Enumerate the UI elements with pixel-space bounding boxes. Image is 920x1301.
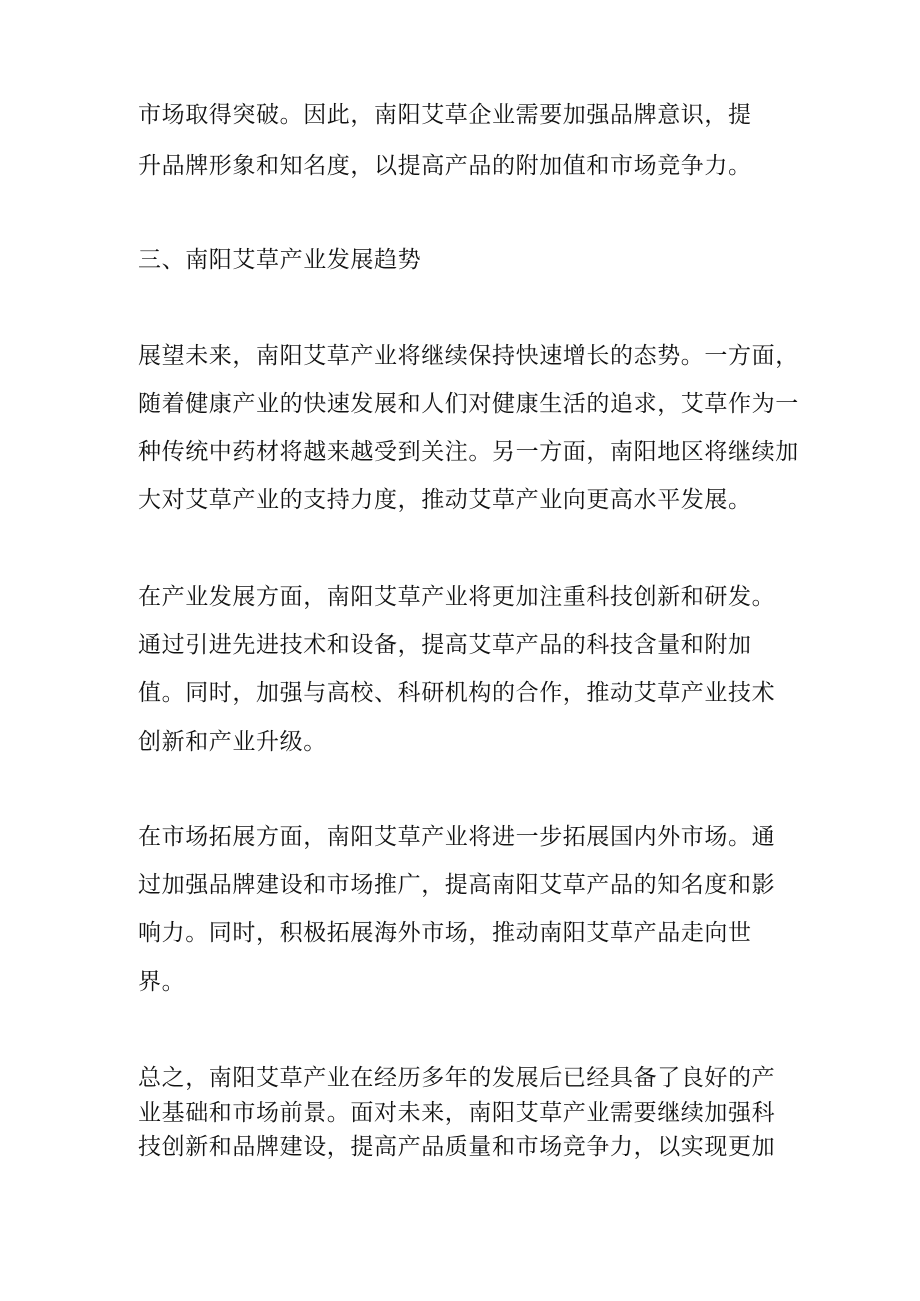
paragraph-5-line-2: 业基础和市场前景。面对未来，南阳艾草产业需要继续加强科 [138,1100,776,1126]
paragraph-2-line-1: 展望未来，南阳艾草产业将继续保持快速增长的态势。一方面， [138,343,799,369]
paragraph-3-line-2: 通过引进先进技术和设备，提高艾草产品的科技含量和附加 [138,632,752,658]
paragraph-5-line-1: 总之，南阳艾草产业在经历多年的发展后已经具备了良好的产 [138,1065,776,1091]
paragraph-3-line-1: 在产业发展方面，南阳艾草产业将更加注重科技创新和研发。 [138,584,776,610]
paragraph-4-line-4: 界。 [138,969,186,995]
paragraph-5-line-3: 技创新和品牌建设，提高产品质量和市场竞争力，以实现更加 [138,1134,776,1160]
paragraph-4-line-3: 响力。同时，积极拓展海外市场，推动南阳艾草产品走向世 [138,920,752,946]
paragraph-1-line-1: 市场取得突破。因此，南阳艾草企业需要加强品牌意识，提 [138,102,752,128]
paragraph-1-line-2: 升品牌形象和知名度，以提高产品的附加值和市场竞争力。 [138,153,752,179]
paragraph-2-line-4: 大对艾草产业的支持力度，推动艾草产业向更高水平发展。 [138,487,752,513]
paragraph-2-line-2: 随着健康产业的快速发展和人们对健康生活的追求，艾草作为一 [138,391,799,417]
paragraph-2-line-3: 种传统中药材将越来越受到关注。另一方面，南阳地区将继续加 [138,439,799,465]
paragraph-4-line-1: 在市场拓展方面，南阳艾草产业将进一步拓展国内外市场。通 [138,824,776,850]
paragraph-3-line-4: 创新和产业升级。 [138,729,327,755]
section-heading: 三、南阳艾草产业发展趋势 [138,247,422,273]
paragraph-4-line-2: 过加强品牌建设和市场推广，提高南阳艾草产品的知名度和影 [138,872,776,898]
paragraph-3-line-3: 值。同时，加强与高校、科研机构的合作，推动艾草产业技术 [138,680,776,706]
